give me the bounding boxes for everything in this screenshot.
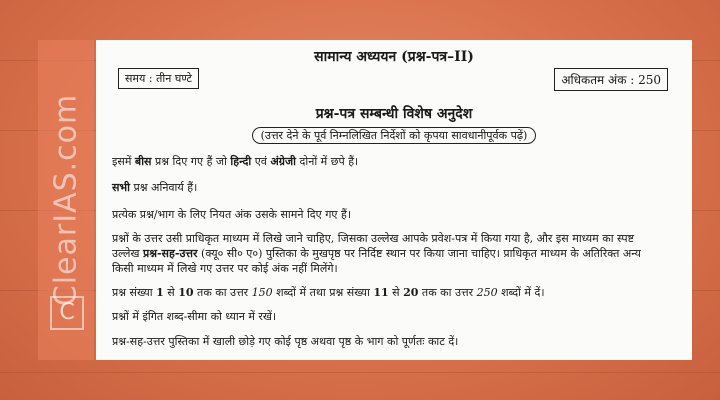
text: शब्दों में तथा प्रश्न संख्या: [272, 286, 374, 299]
bold-text: सभी: [112, 181, 131, 194]
text: से: [163, 286, 179, 299]
text: (क्यू० सी० ए०) पुस्तिका के मुखपृष्ठ पर निर्दिष्ट स्थान पर किया जाना चाहिए। प्राधिकृत माध्यम के अतिरिक्त अन्य: [197, 247, 641, 260]
instruction-4: [112, 231, 678, 276]
instructions-note-text: (उत्तर देने के पूर्व निम्नलिखित निर्देशों को कृपया सावधानीपूर्वक पढ़ें): [252, 127, 537, 144]
bold-text: 11: [373, 286, 389, 299]
text: प्रश्न दिए गए हैं जो: [151, 155, 231, 168]
instruction-7: प्रश्न-सह-उत्तर पुस्तिका में खाली छोड़े गए कोई पृष्ठ अथवा पृष्ठ के भाग को पूर्णतः काट दें।: [112, 335, 459, 348]
instruction-3: प्रत्येक प्रश्न/भाग के लिए नियत अंक उसके सामने दिए गए हैं।: [112, 208, 351, 221]
text: तक का उत्तर: [418, 286, 477, 299]
instruction-5: [112, 285, 678, 300]
time-box: समय : तीन घण्टे: [118, 68, 199, 89]
bold-text: प्रश्न-सह-उत्तर: [142, 247, 198, 260]
text: दोनों में छपे हैं।: [296, 155, 359, 168]
text: एवं: [251, 155, 271, 168]
instruction-6: प्रश्नों में इंगित शब्द-सीमा को ध्यान में रखें।: [112, 310, 277, 323]
text: से: [388, 286, 404, 299]
text-line: किसी माध्यम में लिखे गए उत्तर पर कोई अंक नहीं मिलेंगे।: [112, 262, 338, 275]
watermark-text: ClearIAS.com: [48, 93, 84, 307]
instruction-2: [112, 180, 678, 195]
instructions-note: [96, 128, 692, 143]
text: इसमें: [112, 155, 135, 168]
text-line: [112, 246, 678, 261]
bold-text: अंग्रेजी: [270, 155, 297, 168]
bold-text: 20: [403, 286, 419, 299]
text: प्रश्न अनिवार्य हैं।: [130, 181, 198, 194]
paper-title: सामान्य अध्ययन (प्रश्न-पत्र–II): [314, 49, 474, 65]
bold-text: 10: [178, 286, 194, 299]
text: प्रश्न संख्या: [112, 286, 157, 299]
bold-text: बीस: [134, 155, 152, 168]
watermark-logo: C: [50, 296, 84, 330]
wall-line: [0, 372, 720, 373]
text-line: प्रश्नों के उत्तर उसी प्राधिकृत माध्यम में लिखे जाने चाहिए, जिसका उल्लेख आपके प्रवेश-पत्र में किया गया है, और इस माध्यम का स्पष्ट: [112, 232, 634, 245]
max-marks-box: अधिकतम अंक : 250: [554, 68, 668, 91]
instructions-title: प्रश्न-पत्र सम्बन्धी विशेष अनुदेश: [315, 106, 473, 122]
instruction-1: [112, 154, 678, 169]
text: शब्दों में दें।: [497, 286, 545, 299]
italic-text: 250: [476, 286, 498, 299]
bold-text: हिन्दी: [230, 155, 252, 168]
italic-text: 150: [251, 286, 273, 299]
bold-text: 1: [156, 286, 164, 299]
text: उल्लेख: [112, 247, 143, 260]
text: तक का उत्तर: [193, 286, 252, 299]
exam-paper: [96, 40, 692, 360]
